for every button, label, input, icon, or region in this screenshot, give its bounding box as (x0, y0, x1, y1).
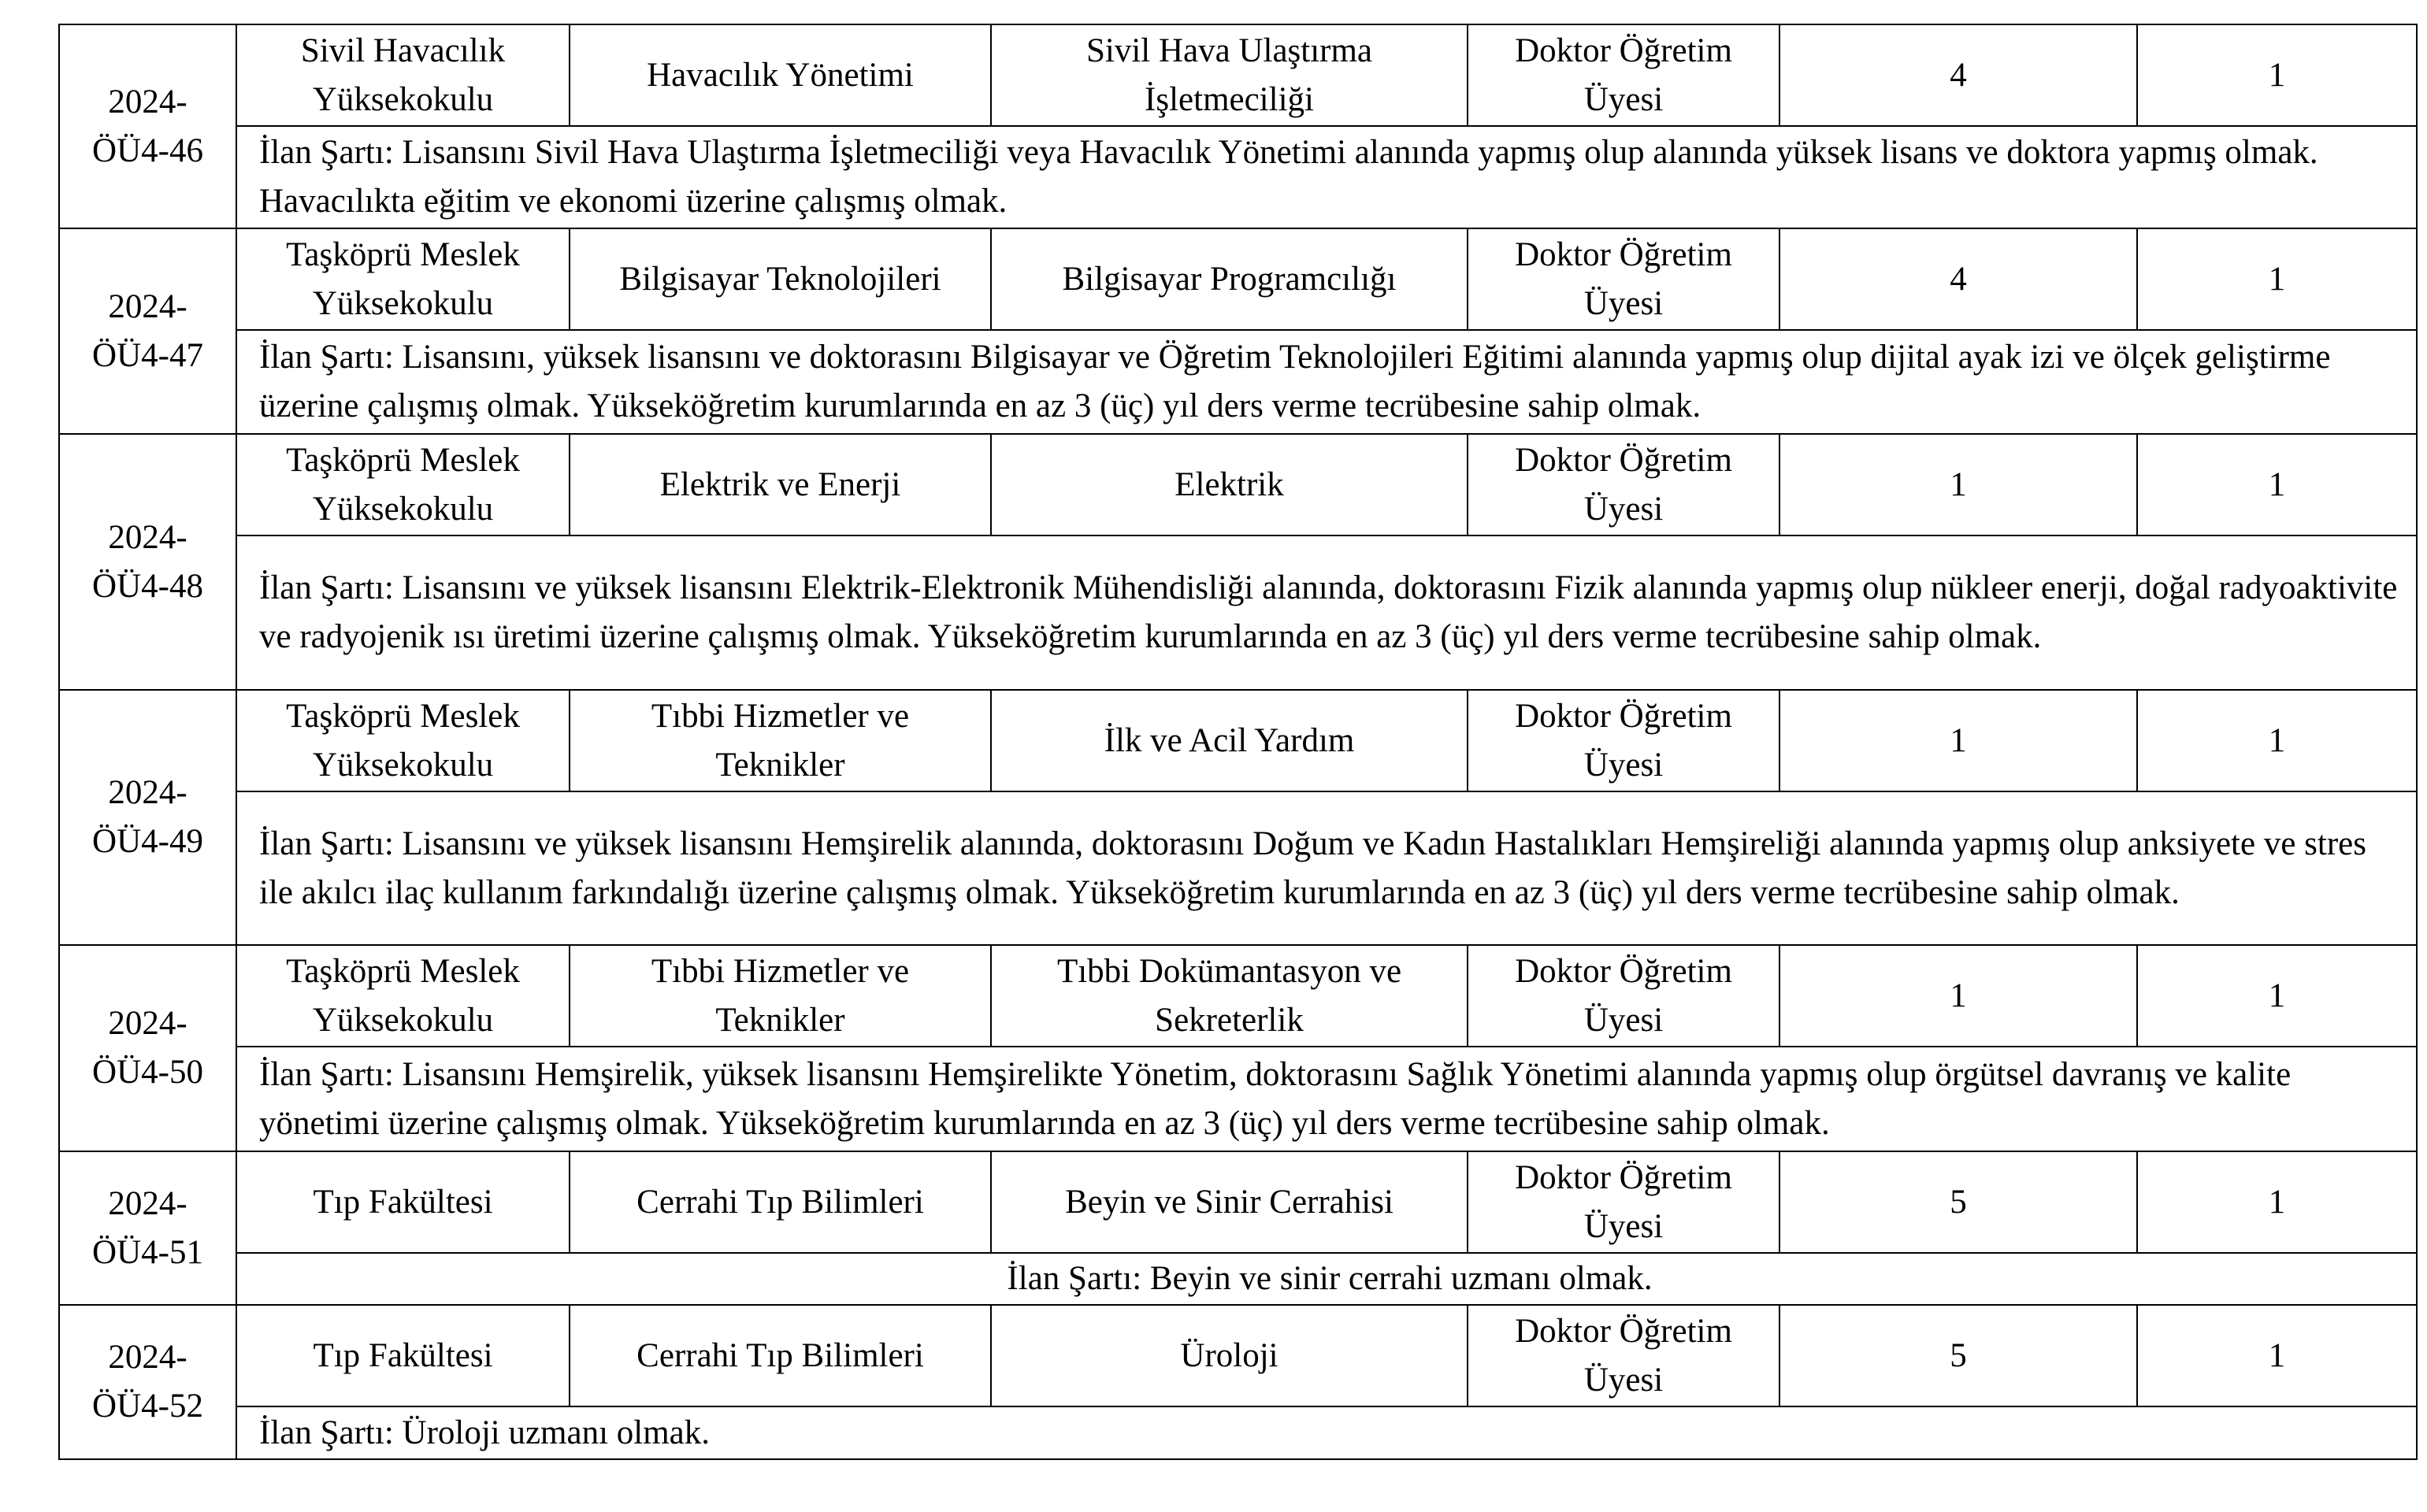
posting-code-line: 2024- (108, 83, 187, 120)
unit-cell (236, 1305, 570, 1406)
posting-row (59, 434, 2417, 536)
posting-code-cell (59, 434, 236, 690)
condition-cell: İlan Şartı: Lisansını Sivil Hava Ulaştırma İşletmeciliği veya Havacılık Yönetimi alanında yapmış olup alanında yüksek lisans ve doktora yapmış olmak. Havacılıkta eğitim ve ekonomi üzerine çalışmış olmak. (236, 126, 2417, 228)
title-line: Doktor Öğretim (1515, 235, 1732, 273)
posting-condition-row (59, 330, 2417, 434)
condition-cell: İlan Şartı: Beyin ve sinir cerrahi uzmanı olmak. (236, 1253, 2417, 1305)
program-line: Bilgisayar Programcılığı (1062, 260, 1397, 298)
title-line: Üyesi (1583, 1361, 1664, 1399)
posting-row (59, 945, 2417, 1047)
title-line: Doktor Öğretim (1515, 697, 1732, 735)
posting-code-line: ÖÜ4-48 (92, 567, 203, 605)
posting-row (59, 1305, 2417, 1406)
posting-code-cell (59, 24, 236, 228)
posting-condition-row (59, 1406, 2417, 1459)
program-cell (991, 434, 1468, 536)
department-line: Teknikler (715, 746, 845, 784)
title-line: Üyesi (1583, 1001, 1664, 1039)
posting-code-line: 2024- (108, 287, 187, 325)
title-line: Doktor Öğretim (1515, 32, 1732, 69)
unit-line: Yüksekokulu (312, 80, 494, 118)
title-cell (1468, 228, 1779, 330)
program-cell (991, 690, 1468, 791)
department-line: Elektrik ve Enerji (659, 465, 901, 503)
unit-line: Yüksekokulu (312, 490, 494, 528)
condition-cell: İlan Şartı: Lisansını ve yüksek lisansını Hemşirelik alanında, doktorasını Doğum ve Kadın Hastalıkları Hemşireliği alanında yapmış olup anksiyete ve stres ile akılcı ilaç kullanım farkındalığı üzerine çalışmış olmak. Yükseköğretim kurumlarında en az 3 (üç) yıl ders verme tecrübesine sahip olmak. (236, 791, 2417, 945)
posting-code-line: ÖÜ4-47 (92, 336, 203, 374)
title-line: Üyesi (1583, 80, 1664, 118)
title-line: Doktor Öğretim (1515, 1158, 1732, 1196)
posting-code-line: ÖÜ4-50 (92, 1054, 203, 1091)
department-cell (570, 434, 991, 536)
posting-row (59, 690, 2417, 791)
posting-code-line: 2024- (108, 1339, 187, 1376)
title-line: Doktor Öğretim (1515, 441, 1732, 479)
unit-line: Taşköprü Meslek (286, 235, 520, 273)
unit-line: Taşköprü Meslek (286, 697, 520, 735)
program-cell (991, 228, 1468, 330)
title-cell (1468, 434, 1779, 536)
count-cell: 1 (2137, 434, 2417, 536)
program-line: Sivil Hava Ulaştırma (1085, 32, 1373, 69)
degree-cell: 5 (1779, 1151, 2137, 1253)
postings-table (58, 24, 2418, 1460)
title-line: Üyesi (1583, 490, 1664, 528)
posting-code-cell (59, 945, 236, 1151)
department-line: Havacılık Yönetimi (647, 56, 914, 94)
title-line: Üyesi (1583, 284, 1664, 322)
unit-line: Taşköprü Meslek (286, 441, 520, 479)
posting-code-cell (59, 228, 236, 434)
unit-cell (236, 228, 570, 330)
degree-cell: 4 (1779, 228, 2137, 330)
department-line: Tıbbi Hizmetler ve (651, 952, 910, 990)
department-cell (570, 690, 991, 791)
department-cell (570, 945, 991, 1047)
count-cell: 1 (2137, 945, 2417, 1047)
unit-line: Sivil Havacılık (300, 32, 506, 69)
degree-cell: 5 (1779, 1305, 2137, 1406)
posting-code-line: 2024- (108, 1184, 187, 1222)
program-line: Beyin ve Sinir Cerrahisi (1065, 1183, 1393, 1221)
posting-code-cell (59, 690, 236, 945)
posting-condition-row (59, 536, 2417, 690)
program-cell (991, 945, 1468, 1047)
program-line: İlk ve Acil Yardım (1104, 721, 1355, 759)
posting-code-line: ÖÜ4-46 (92, 132, 203, 169)
program-cell (991, 1151, 1468, 1253)
posting-code-line: ÖÜ4-51 (92, 1233, 203, 1271)
posting-code-line: 2024- (108, 518, 187, 556)
count-cell: 1 (2137, 228, 2417, 330)
unit-cell (236, 434, 570, 536)
department-line: Cerrahi Tıp Bilimleri (636, 1336, 924, 1374)
posting-row (59, 228, 2417, 330)
condition-cell: İlan Şartı: Lisansını Hemşirelik, yüksek lisansını Hemşirelikte Yönetim, doktorasını Sağlık Yönetimi alanında yapmış olup örgütsel davranış ve kalite yönetimi üzerine çalışmış olmak. Yükseköğretim kurumlarında en az 3 (üç) yıl ders verme tecrübesine sahip olmak. (236, 1047, 2417, 1151)
posting-code-cell (59, 1151, 236, 1305)
degree-cell: 4 (1779, 24, 2137, 126)
count-cell: 1 (2137, 24, 2417, 126)
unit-line: Yüksekokulu (312, 1001, 494, 1039)
posting-row (59, 24, 2417, 126)
department-line: Cerrahi Tıp Bilimleri (636, 1183, 924, 1221)
title-cell (1468, 1305, 1779, 1406)
department-line: Bilgisayar Teknolojileri (619, 260, 941, 298)
posting-condition-row (59, 791, 2417, 945)
department-cell (570, 1151, 991, 1253)
program-line: Tıbbi Dokümantasyon ve (1056, 952, 1402, 990)
title-line: Üyesi (1583, 746, 1664, 784)
unit-line: Yüksekokulu (312, 746, 494, 784)
degree-cell: 1 (1779, 945, 2137, 1047)
department-cell (570, 228, 991, 330)
count-cell: 1 (2137, 1305, 2417, 1406)
posting-condition-row (59, 1047, 2417, 1151)
posting-code-line: ÖÜ4-52 (92, 1388, 203, 1425)
unit-line: Tıp Fakültesi (313, 1183, 493, 1221)
program-line: Elektrik (1175, 465, 1284, 503)
title-cell (1468, 690, 1779, 791)
unit-cell (236, 690, 570, 791)
posting-code-line: ÖÜ4-49 (92, 823, 203, 860)
program-cell (991, 1305, 1468, 1406)
posting-code-cell (59, 1305, 236, 1459)
posting-code-line: 2024- (108, 1005, 187, 1042)
title-cell (1468, 24, 1779, 126)
unit-cell (236, 945, 570, 1047)
posting-row (59, 1151, 2417, 1253)
unit-line: Tıp Fakültesi (313, 1336, 493, 1374)
program-line: Üroloji (1180, 1336, 1278, 1374)
condition-cell: İlan Şartı: Lisansını, yüksek lisansını ve doktorasını Bilgisayar ve Öğretim Teknolojileri Eğitimi alanında yapmış olup dijital ayak izi ve ölçek geliştirme üzerine çalışmış olmak. Yükseköğretim kurumlarında en az 3 (üç) yıl ders verme tecrübesine sahip olmak. (236, 330, 2417, 434)
posting-condition-row (59, 126, 2417, 228)
unit-line: Yüksekokulu (312, 284, 494, 322)
postings-body (59, 24, 2417, 1459)
program-line: Sekreterlik (1155, 1001, 1304, 1039)
unit-line: Taşköprü Meslek (286, 952, 520, 990)
condition-cell: İlan Şartı: Üroloji uzmanı olmak. (236, 1406, 2417, 1459)
department-line: Teknikler (715, 1001, 845, 1039)
program-cell (991, 24, 1468, 126)
title-line: Doktor Öğretim (1515, 952, 1732, 990)
count-cell: 1 (2137, 690, 2417, 791)
condition-cell: İlan Şartı: Lisansını ve yüksek lisansını Elektrik-Elektronik Mühendisliği alanında, doktorasını Fizik alanında yapmış olup nükleer enerji, doğal radyoaktivite ve radyojenik ısı üretimi üzerine çalışmış olmak. Yükseköğretim kurumlarında en az 3 (üç) yıl ders verme tecrübesine sahip olmak. (236, 536, 2417, 690)
department-line: Tıbbi Hizmetler ve (651, 697, 910, 735)
title-line: Üyesi (1583, 1207, 1664, 1245)
program-line: İşletmeciliği (1145, 80, 1314, 118)
count-cell: 1 (2137, 1151, 2417, 1253)
title-line: Doktor Öğretim (1515, 1312, 1732, 1350)
degree-cell: 1 (1779, 434, 2137, 536)
title-cell (1468, 945, 1779, 1047)
department-cell (570, 24, 991, 126)
posting-code-line: 2024- (108, 774, 187, 811)
unit-cell (236, 24, 570, 126)
title-cell (1468, 1151, 1779, 1253)
department-cell (570, 1305, 991, 1406)
degree-cell: 1 (1779, 690, 2137, 791)
posting-condition-row (59, 1253, 2417, 1305)
unit-cell (236, 1151, 570, 1253)
